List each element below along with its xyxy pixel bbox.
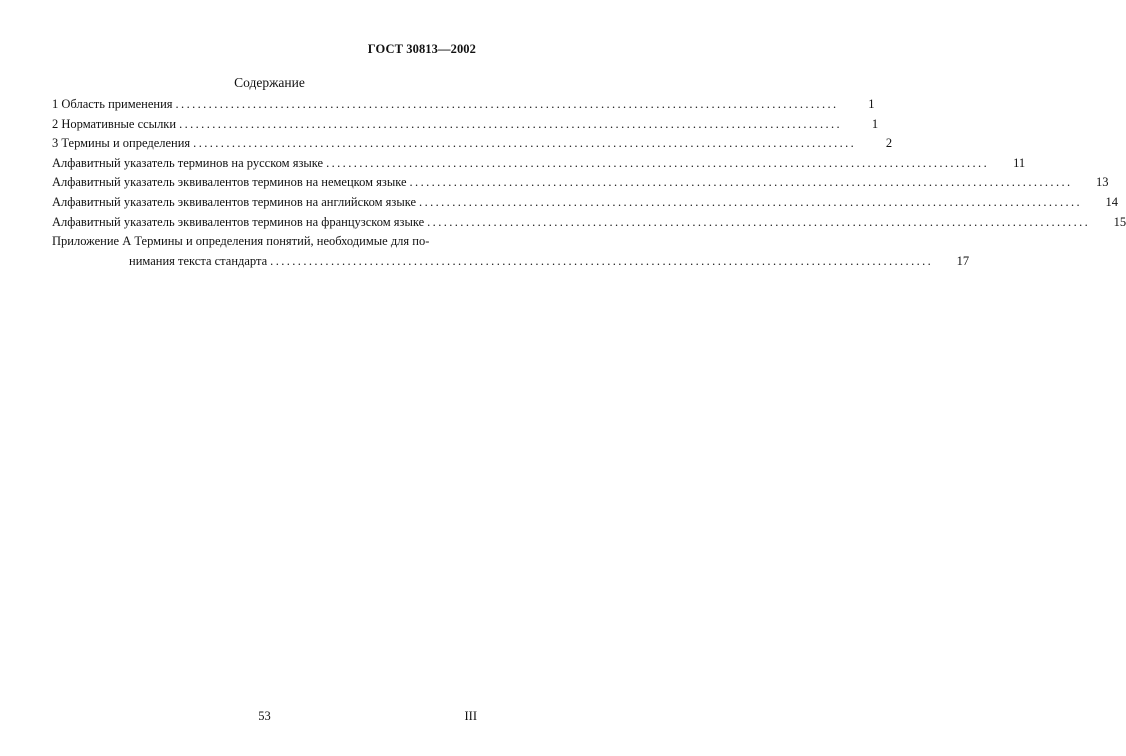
toc-leader-dots: ........................................................................................................................ [419, 194, 1083, 209]
toc-entry[interactable] [52, 193, 1119, 213]
toc-leader-dots: ........................................................................................................................ [427, 214, 1091, 229]
toc-leader-dots: ........................................................................................................................ [179, 116, 843, 131]
toc-entry-page: 15 [1113, 214, 1126, 229]
toc-entry-page: 2 [885, 136, 893, 151]
toc-entry-label: 2 Нормативные ссылки [52, 116, 177, 131]
toc-entry-page: 1 [871, 116, 879, 131]
toc-entry-label: Алфавитный указатель эквивалентов терминов на немецком языке [52, 175, 407, 190]
toc-entry-page: 14 [1105, 194, 1119, 209]
toc-entry-page: 1 [868, 97, 875, 111]
toc-entry[interactable] [52, 154, 1026, 174]
document-header: ГОСТ 30813—2002 [367, 42, 476, 56]
toc-entry-label: Приложение А Термины и определения понятий, необходимые для по- [52, 234, 430, 249]
toc-entry-label: 3 Термины и определения [52, 136, 191, 151]
page-number: 53 [258, 709, 271, 723]
toc-entry[interactable] [52, 213, 1126, 233]
toc-appendix-first-line[interactable] [52, 232, 478, 252]
toc-leader-dots: ........................................................................................................................ [409, 175, 1073, 190]
toc-entry[interactable] [52, 134, 893, 154]
toc-entry[interactable] [52, 115, 879, 135]
toc-entry-page: 13 [1096, 175, 1109, 190]
toc-leader-dots: ........................................................................................................................ [193, 136, 857, 151]
toc-entry-label: Алфавитный указатель эквивалентов терминов на французском языке [52, 214, 425, 229]
toc-entry-label: нимания текста стандарта [129, 253, 268, 268]
toc-appendix-continuation[interactable] [52, 252, 970, 272]
toc-entry[interactable] [52, 95, 875, 115]
toc-leader-dots: ........................................................................................................................ [175, 97, 839, 111]
toc-entry-label: 1 Область применения [52, 97, 173, 111]
toc-entry-page: 17 [956, 253, 970, 268]
roman-page-number: III [464, 709, 477, 723]
toc-entry-label: Алфавитный указатель терминов на русском языке [52, 155, 324, 170]
table-of-contents [52, 95, 1126, 271]
toc-entry-label: Алфавитный указатель эквивалентов терминов на английском языке [52, 194, 417, 209]
toc-title: Содержание [234, 75, 305, 90]
toc-entry-page: 11 [1013, 155, 1026, 170]
toc-entry[interactable] [52, 173, 1109, 193]
toc-leader-dots: ........................................................................................................................ [270, 253, 934, 268]
toc-leader-dots: ........................................................................................................................ [326, 155, 990, 170]
